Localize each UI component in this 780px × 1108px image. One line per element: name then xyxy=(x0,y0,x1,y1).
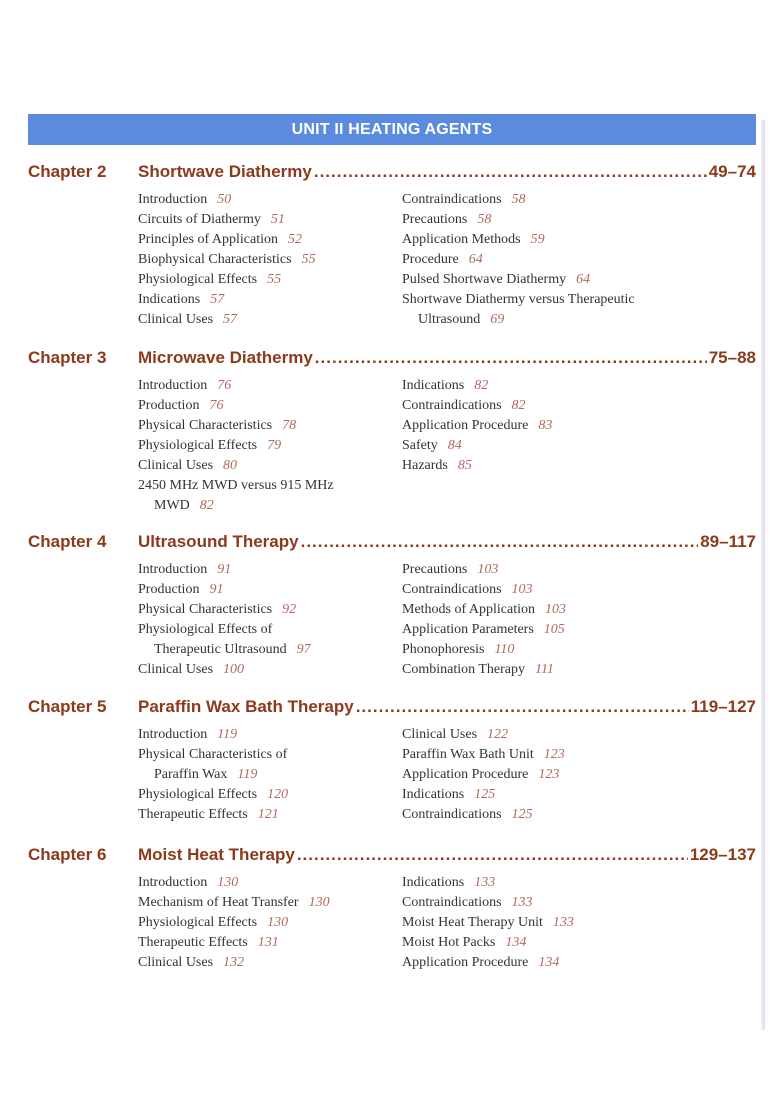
toc-entry[interactable] xyxy=(138,805,402,825)
toc-entry[interactable] xyxy=(138,376,402,396)
entry-label: Circuits of Diathermy xyxy=(138,212,261,227)
entry-label: Mechanism of Heat Transfer xyxy=(138,895,299,910)
toc-entry[interactable] xyxy=(402,290,702,330)
entry-page: 131 xyxy=(257,935,279,950)
entry-page: 100 xyxy=(223,662,245,677)
entry-label: Indications xyxy=(402,875,465,890)
entry-label: Physiological Effects of xyxy=(138,622,273,637)
toc-entry[interactable] xyxy=(402,953,702,973)
toc-entry[interactable] xyxy=(402,640,702,660)
entry-label: Clinical Uses xyxy=(138,458,214,473)
toc-entry[interactable] xyxy=(138,210,402,230)
entry-label: Phonophoresis xyxy=(402,642,485,657)
entry-label: Clinical Uses xyxy=(138,662,214,677)
chapter-2-section xyxy=(28,160,756,330)
toc-entry[interactable] xyxy=(138,476,402,516)
entry-label: Therapeutic Effects xyxy=(138,807,248,822)
toc-entry[interactable] xyxy=(402,396,702,416)
dot-leader xyxy=(356,695,689,719)
chapter-page-range: 119–127 xyxy=(690,697,756,716)
entry-label: Clinical Uses xyxy=(138,955,214,970)
topic-column-right xyxy=(402,376,702,516)
entry-page: 82 xyxy=(511,398,526,413)
chapter-5-section xyxy=(28,695,756,825)
entry-page: 133 xyxy=(511,895,533,910)
entry-page: 103 xyxy=(477,562,499,577)
toc-entry[interactable] xyxy=(402,416,702,436)
toc-entry[interactable] xyxy=(138,785,402,805)
toc-entry[interactable] xyxy=(138,456,402,476)
entry-page: 69 xyxy=(490,312,505,327)
entry-label: Contraindications xyxy=(402,807,502,822)
entry-page: 55 xyxy=(267,272,282,287)
chapter-number: Chapter 4 xyxy=(28,532,107,551)
entry-page: 119 xyxy=(237,767,258,782)
entry-page: 105 xyxy=(543,622,565,637)
topic-column-right xyxy=(402,725,702,825)
toc-entry[interactable] xyxy=(138,600,402,620)
toc-entry[interactable] xyxy=(138,436,402,456)
entry-label: Application Procedure xyxy=(402,767,529,782)
toc-entry[interactable] xyxy=(402,436,702,456)
toc-entry[interactable] xyxy=(402,270,702,290)
entry-page: 133 xyxy=(552,915,574,930)
chapter-4-section xyxy=(28,530,756,680)
chapter-number: Chapter 3 xyxy=(28,348,107,367)
entry-label: Safety xyxy=(402,438,438,453)
toc-entry[interactable] xyxy=(138,230,402,250)
entry-page: 57 xyxy=(210,292,225,307)
dot-leader xyxy=(314,160,707,184)
toc-entry[interactable] xyxy=(138,310,402,330)
entry-label: Physiological Effects xyxy=(138,438,258,453)
toc-entry[interactable] xyxy=(138,725,402,745)
chapter-title: Microwave Diathermy xyxy=(138,348,313,367)
toc-entry[interactable] xyxy=(402,660,702,680)
chapter-page-range: 89–117 xyxy=(700,532,756,551)
topic-column-right xyxy=(402,190,702,330)
entry-page: 50 xyxy=(217,192,232,207)
toc-entry[interactable] xyxy=(402,190,702,210)
toc-entry[interactable] xyxy=(138,190,402,210)
toc-entry[interactable] xyxy=(402,620,702,640)
chapter-heading[interactable] xyxy=(28,695,756,719)
chapter-title: Ultrasound Therapy xyxy=(138,532,299,551)
topic-column-right xyxy=(402,873,702,973)
entry-label: Paraffin Wax Bath Unit xyxy=(402,747,534,762)
entry-page: 121 xyxy=(257,807,279,822)
entry-page: 78 xyxy=(282,418,297,433)
entry-page: 123 xyxy=(543,747,565,762)
entry-label: Combination Therapy xyxy=(402,662,525,677)
entry-page: 119 xyxy=(217,727,238,742)
entry-label: Physical Characteristics xyxy=(138,602,273,617)
entry-page: 91 xyxy=(217,562,232,577)
entry-page: 51 xyxy=(270,212,285,227)
entry-label: Therapeutic Effects xyxy=(138,935,248,950)
toc-entry[interactable] xyxy=(402,805,702,825)
toc-entry[interactable] xyxy=(402,785,702,805)
entry-label: Moist Hot Packs xyxy=(402,935,496,950)
entry-page: 76 xyxy=(217,378,232,393)
entry-label: Procedure xyxy=(402,252,459,267)
entry-page: 83 xyxy=(538,418,553,433)
entry-label: Application Procedure xyxy=(402,418,529,433)
toc-entry[interactable] xyxy=(138,396,402,416)
entry-page: 52 xyxy=(287,232,302,247)
entry-page: 92 xyxy=(282,602,297,617)
entry-label: Physiological Effects xyxy=(138,915,258,930)
dot-leader xyxy=(297,843,688,867)
topic-column-left xyxy=(138,725,402,825)
toc-entry[interactable] xyxy=(138,290,402,310)
topic-column-left xyxy=(138,873,402,973)
entry-label: Physiological Effects xyxy=(138,787,258,802)
entry-page: 125 xyxy=(511,807,533,822)
chapter-page-range: 129–137 xyxy=(689,845,756,864)
entry-page: 58 xyxy=(477,212,492,227)
chapter-heading[interactable] xyxy=(28,346,756,370)
chapter-page-range: 75–88 xyxy=(708,348,756,367)
entry-label: 2450 MHz MWD versus 915 MHz xyxy=(138,478,334,493)
entry-page: 84 xyxy=(447,438,462,453)
chapter-6-section xyxy=(28,843,756,973)
entry-label: Precautions xyxy=(402,562,468,577)
entry-label: Introduction xyxy=(138,875,208,890)
toc-entry[interactable] xyxy=(138,270,402,290)
entry-label: Biophysical Characteristics xyxy=(138,252,292,267)
entry-label: Contraindications xyxy=(402,582,502,597)
page-edge-shadow xyxy=(761,120,765,1030)
unit-banner: UNIT II HEATING AGENTS xyxy=(28,114,756,145)
toc-entry[interactable] xyxy=(402,376,702,396)
topic-column-left xyxy=(138,560,402,680)
toc-entry[interactable] xyxy=(402,580,702,600)
toc-entry[interactable] xyxy=(402,456,702,476)
entry-page: 91 xyxy=(209,582,224,597)
toc-entry[interactable] xyxy=(402,725,702,745)
entry-page: 85 xyxy=(457,458,472,473)
toc-entry[interactable] xyxy=(402,913,702,933)
entry-page: 76 xyxy=(209,398,224,413)
entry-page: 123 xyxy=(538,767,560,782)
entry-page: 97 xyxy=(296,642,311,657)
entry-label: Principles of Application xyxy=(138,232,278,247)
entry-label: Production xyxy=(138,398,200,413)
entry-page: 58 xyxy=(511,192,526,207)
chapter-number: Chapter 5 xyxy=(28,697,107,716)
entry-page: 130 xyxy=(308,895,330,910)
entry-label: Moist Heat Therapy Unit xyxy=(402,915,543,930)
chapter-3-section xyxy=(28,346,756,516)
chapter-number: Chapter 6 xyxy=(28,845,107,864)
toc-entry[interactable] xyxy=(402,250,702,270)
topic-column-left xyxy=(138,190,402,330)
entry-page: 130 xyxy=(267,915,289,930)
chapter-title: Paraffin Wax Bath Therapy xyxy=(138,697,354,716)
entry-label: Physical Characteristics of xyxy=(138,747,288,762)
toc-entry[interactable] xyxy=(138,933,402,953)
chapter-page-range: 49–74 xyxy=(708,162,756,181)
entry-label: Application Procedure xyxy=(402,955,529,970)
dot-leader xyxy=(301,530,699,554)
toc-entry[interactable] xyxy=(402,873,702,893)
entry-label: Introduction xyxy=(138,727,208,742)
entry-page: 82 xyxy=(199,498,214,513)
entry-label: Physical Characteristics xyxy=(138,418,273,433)
entry-page: 134 xyxy=(538,955,560,970)
toc-entry[interactable] xyxy=(402,765,702,785)
entry-page: 64 xyxy=(468,252,483,267)
chapter-heading[interactable] xyxy=(28,843,756,867)
entry-page: 110 xyxy=(494,642,515,657)
toc-entry[interactable] xyxy=(402,933,702,953)
entry-page: 133 xyxy=(474,875,496,890)
chapter-number: Chapter 2 xyxy=(28,162,107,181)
entry-page: 130 xyxy=(217,875,239,890)
entry-page: 122 xyxy=(487,727,509,742)
entry-label: Application Methods xyxy=(402,232,521,247)
entry-page: 125 xyxy=(474,787,496,802)
entry-label: Clinical Uses xyxy=(138,312,214,327)
toc-entry[interactable] xyxy=(138,560,402,580)
entry-page: 103 xyxy=(511,582,533,597)
entry-label: Indications xyxy=(138,292,201,307)
toc-entry[interactable] xyxy=(402,745,702,765)
entry-label-continued: MWD xyxy=(154,498,190,513)
entry-label: Introduction xyxy=(138,192,208,207)
entry-label: Production xyxy=(138,582,200,597)
entry-page: 111 xyxy=(535,662,554,677)
entry-page: 57 xyxy=(223,312,238,327)
entry-label: Physiological Effects xyxy=(138,272,258,287)
entry-label: Methods of Application xyxy=(402,602,535,617)
entry-label: Contraindications xyxy=(402,192,502,207)
toc-entry[interactable] xyxy=(402,230,702,250)
toc-entry[interactable] xyxy=(138,250,402,270)
toc-entry[interactable] xyxy=(402,893,702,913)
entry-page: 55 xyxy=(301,252,316,267)
toc-entry[interactable] xyxy=(138,953,402,973)
toc-entry[interactable] xyxy=(138,913,402,933)
toc-entry[interactable] xyxy=(138,873,402,893)
entry-page: 132 xyxy=(223,955,245,970)
toc-entry[interactable] xyxy=(402,560,702,580)
toc-entry[interactable] xyxy=(402,210,702,230)
toc-entry[interactable] xyxy=(138,620,402,660)
entry-label: Indications xyxy=(402,378,465,393)
topic-column-left xyxy=(138,376,402,516)
entry-page: 79 xyxy=(267,438,282,453)
entry-label: Indications xyxy=(402,787,465,802)
entry-label: Shortwave Diathermy versus Therapeutic xyxy=(402,292,635,307)
entry-page: 59 xyxy=(530,232,545,247)
chapter-title: Shortwave Diathermy xyxy=(138,162,312,181)
entry-page: 80 xyxy=(223,458,238,473)
toc-entry[interactable] xyxy=(138,660,402,680)
entry-label: Introduction xyxy=(138,562,208,577)
entry-label: Contraindications xyxy=(402,895,502,910)
entry-label-continued: Paraffin Wax xyxy=(154,767,228,782)
entry-label: Hazards xyxy=(402,458,448,473)
chapter-heading[interactable] xyxy=(28,160,756,184)
entry-page: 103 xyxy=(545,602,566,617)
toc-entry[interactable] xyxy=(402,600,702,620)
entry-page: 82 xyxy=(474,378,489,393)
toc-entry[interactable] xyxy=(138,893,402,913)
chapter-heading[interactable] xyxy=(28,530,756,554)
entry-label-continued: Therapeutic Ultrasound xyxy=(154,642,287,657)
toc-entry[interactable] xyxy=(138,580,402,600)
topic-column-right xyxy=(402,560,702,680)
chapter-title: Moist Heat Therapy xyxy=(138,845,295,864)
entry-label: Introduction xyxy=(138,378,208,393)
entry-label: Pulsed Shortwave Diathermy xyxy=(402,272,567,287)
toc-entry[interactable] xyxy=(138,745,402,785)
entry-label: Contraindications xyxy=(402,398,502,413)
entry-page: 120 xyxy=(267,787,289,802)
entry-label: Precautions xyxy=(402,212,468,227)
entry-page: 64 xyxy=(576,272,591,287)
entry-label: Application Parameters xyxy=(402,622,534,637)
entry-page: 134 xyxy=(505,935,527,950)
dot-leader xyxy=(315,346,707,370)
entry-label: Clinical Uses xyxy=(402,727,478,742)
entry-label-continued: Ultrasound xyxy=(418,312,481,327)
toc-entry[interactable] xyxy=(138,416,402,436)
